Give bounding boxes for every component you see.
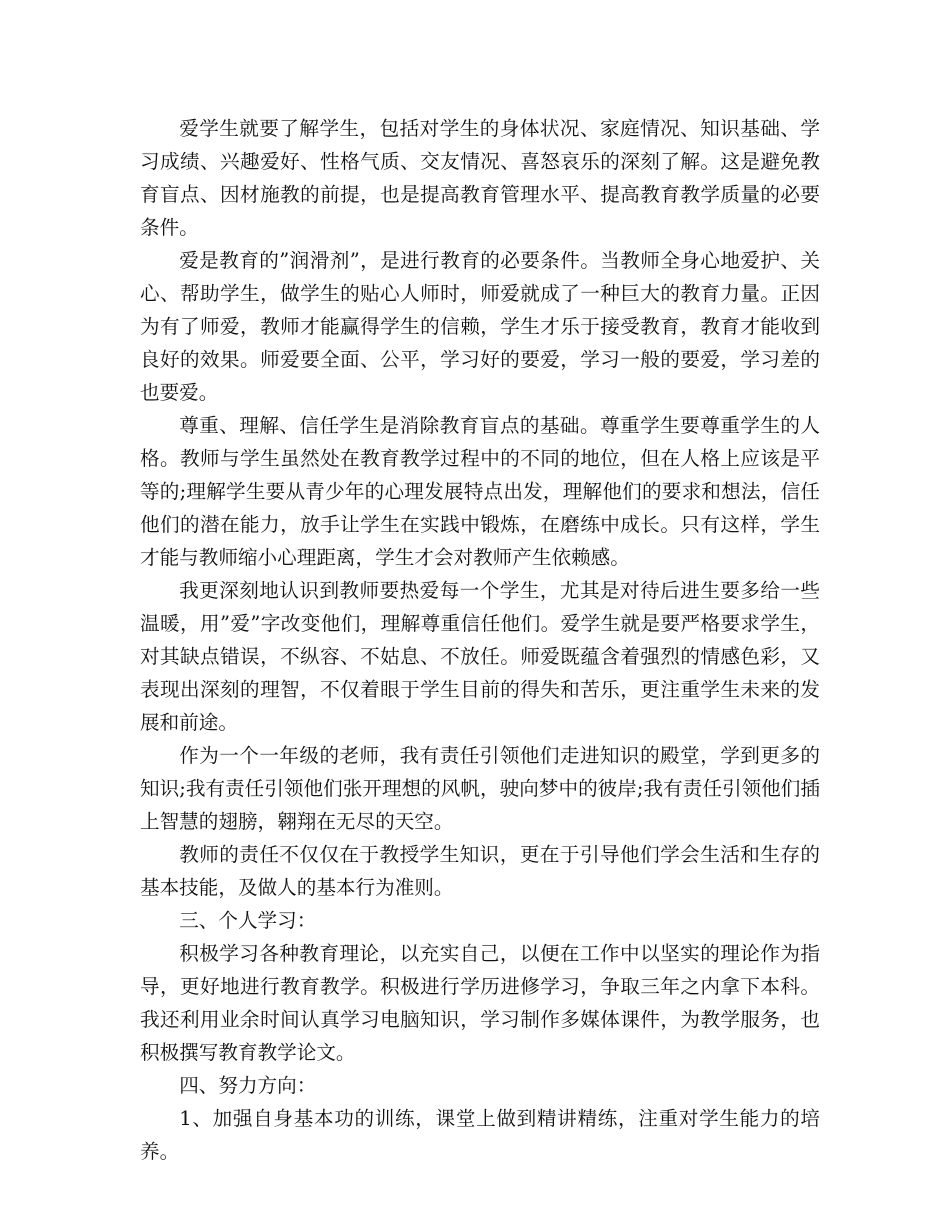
- paragraph-personal-study: 积极学习各种教育理论，以充实自己，以便在工作中以坚实的理论作为指导，更好地进行教育教学。积极进行学历进修学习，争取三年之内拿下本科。我还利用业余时间认真学习电脑知识，学习制作多媒体课件，为教学服务，也积极撰写教育教学论文。: [140, 942, 820, 1064]
- section-heading-direction: 四、努力方向：: [179, 1074, 317, 1097]
- paragraph-love-lubricant: 爱是教育的”润滑剂”，是进行教育的必要条件。当教师全身心地爱护、关心、帮助学生，做学生的贴心人师时，师爱就成了一种巨大的教育力量。正因为有了师爱，教师才能赢得学生的信赖，学生才乐于接受教育，教育才能收到良好的效果。师爱要全面、公平，学习好的要爱，学习一般的要爱，学习差的也要爱。: [140, 249, 820, 404]
- paragraph-love-every-student: 我更深刻地认识到教师要热爱每一个学生，尤其是对待后进生要多给一些温暖，用”爱”字改变他们，理解尊重信任他们。爱学生就是要严格要求学生，对其缺点错误，不纵容、不姑息、不放任。师爱既蕴含着强烈的情感色彩，又表现出深刻的理智，不仅着眼于学生目前的得失和苦乐，更注重学生未来的发展和前途。: [140, 579, 820, 734]
- section-heading-personal-study: 三、个人学习：: [179, 909, 317, 932]
- paragraph-teacher-responsibility: 作为一个一年级的老师，我有责任引领他们走进知识的殿堂，学到更多的知识;我有责任引领他们张开理想的风帆，驶向梦中的彼岸;我有责任引领他们插上智慧的翅膀，翱翔在无尽的天空。: [140, 744, 820, 833]
- document-body: [140, 112, 820, 1168]
- paragraph-know-students: 爱学生就要了解学生，包括对学生的身体状况、家庭情况、知识基础、学习成绩、兴趣爱好、性格气质、交友情况、喜怒哀乐的深刻了解。这是避免教育盲点、因材施教的前提，也是提高教育管理水平、提高教育教学质量的必要条件。: [140, 117, 820, 239]
- list-item-direction-1: 1、加强自身基本功的训练，课堂上做到精讲精练，注重对学生能力的培养。: [140, 1107, 820, 1163]
- paragraph-respect-trust: 尊重、理解、信任学生是消除教育盲点的基础。尊重学生要尊重学生的人格。教师与学生虽然处在教育教学过程中的不同的地位，但在人格上应该是平等的;理解学生要从青少年的心理发展特点出发，理解他们的要求和想法，信任他们的潜在能力，放手让学生在实践中锻炼，在磨练中成长。只有这样，学生才能与教师缩小心理距离，学生才会对教师产生依赖感。: [140, 414, 820, 569]
- paragraph-teaching-duty: 教师的责任不仅仅在于教授学生知识，更在于引导他们学会生活和生存的基本技能，及做人的基本行为准则。: [140, 843, 820, 899]
